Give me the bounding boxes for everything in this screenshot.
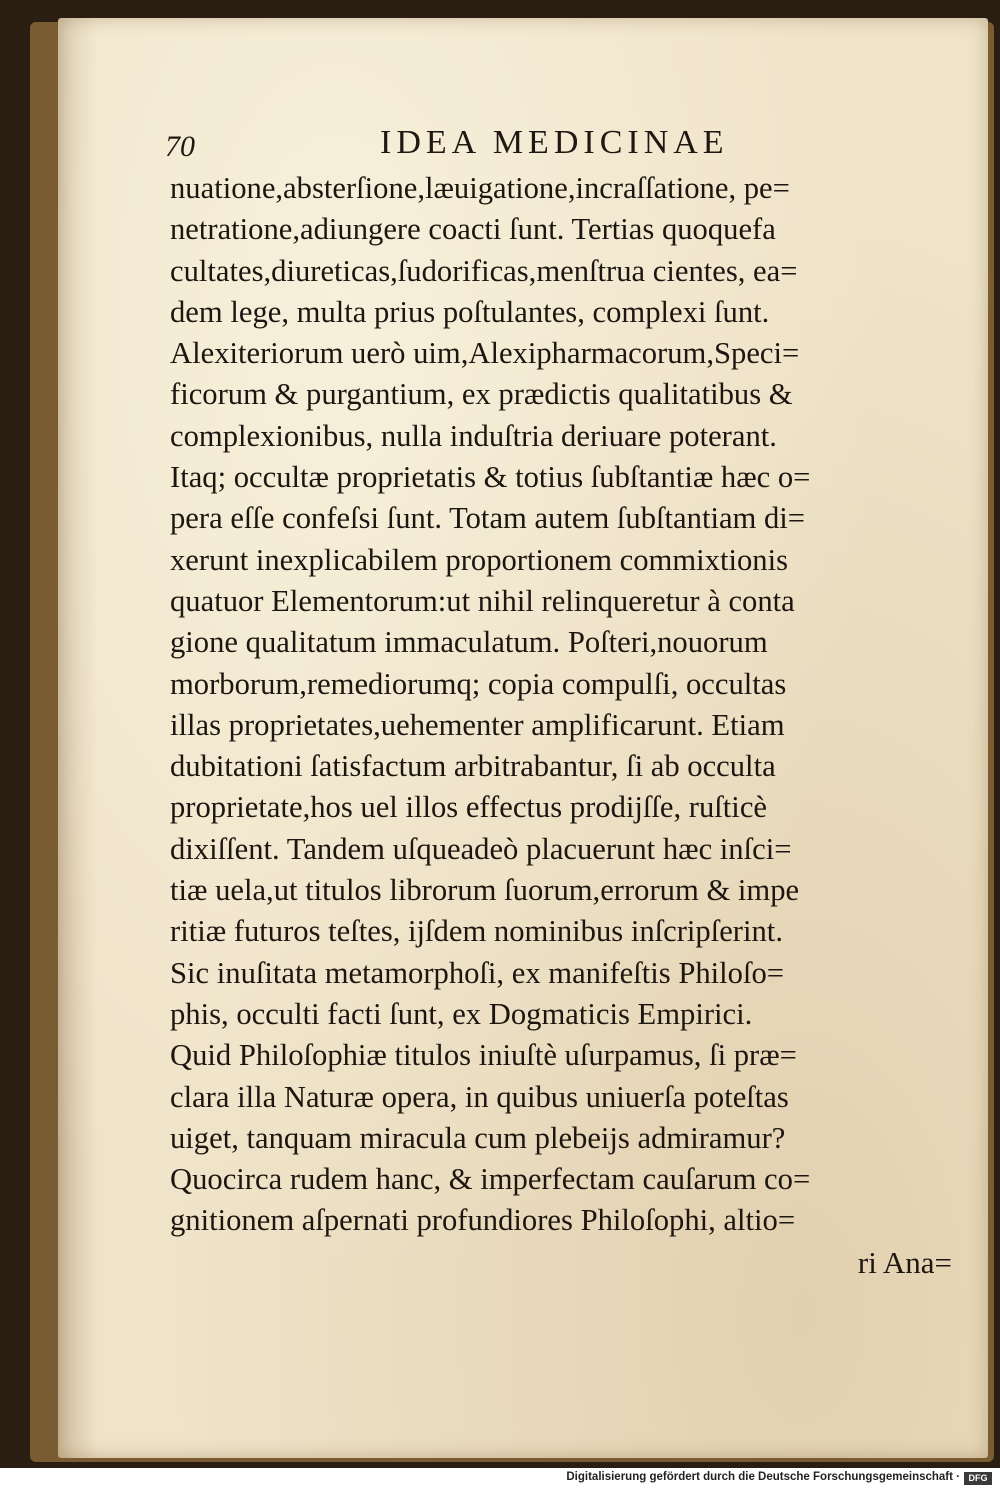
text-line: quatuor Elementorum:ut nihil relinqueretur à conta [170, 583, 795, 618]
text-line: dixiſſent. Tandem uſqueadeò placuerunt hæc inſci= [170, 831, 792, 866]
text-line: cultates,diureticas,ſudorificas,menſtrua cientes, ea= [170, 253, 798, 288]
text-line: netratione,adiungere coacti ſunt. Tertias quoquefa [170, 212, 776, 247]
catchword: ri Ana= [857, 1244, 952, 1280]
text-line: gnitionem aſpernati profundiores Philoſophi, altio= [170, 1203, 796, 1238]
text-line: xerunt inexplicabilem proportionem commixtionis [170, 542, 789, 577]
page-number: 70 [165, 130, 195, 163]
text-line: Itaq; occultæ proprietatis & totius ſubſtantiæ hæc o= [170, 460, 811, 495]
text-line: tiæ uela,ut titulos librorum ſuorum,errorum & impe [170, 873, 800, 908]
text-line: clara illa Naturæ opera, in quibus uniuerſa poteſtas [170, 1079, 789, 1114]
header-title: IDEA MEDICINAE [380, 124, 729, 161]
text-line: Quid Philoſophiæ titulos iniuſtè uſurpamus, ſi præ= [170, 1038, 797, 1073]
text-line: Alexiteriorum uerò uim,Alexipharmacorum,Speci= [170, 336, 800, 371]
text-line: Sic inuſitata metamorphoſi, ex manifeſtis Philoſo= [170, 955, 785, 990]
footer-bar [0, 1468, 1000, 1490]
text-line: pera eſſe confeſsi ſunt. Totam autem ſubſtantiam di= [170, 501, 806, 536]
text-line: illas proprietates,uehementer amplificarunt. Etiam [170, 707, 785, 742]
funding-credit: Digitalisierung gefördert durch die Deutsche Forschungsgemeinschaft · [566, 1471, 960, 1483]
body-text [170, 168, 970, 1283]
text-line: phis, occulti facti ſunt, ex Dogmaticis Empirici. [170, 996, 753, 1031]
text-line: ritiæ futuros teſtes, ijſdem nominibus inſcripſerint. [170, 914, 783, 949]
text-line: nuatione,absterſione,læuigatione,incraſſatione, pe= [170, 171, 790, 205]
text-line: gione qualitatum immaculatum. Poſteri,nouorum [170, 625, 768, 660]
text-line: dubitationi ſatisfactum arbitrabantur, ſi ab occulta [170, 749, 776, 784]
text-line: morborum,remediorumq; copia compulſi, occultas [170, 666, 787, 701]
text-line: Quocirca rudem hanc, & imperfectam cauſarum co= [170, 1162, 811, 1197]
text-line: proprietate,hos uel illos effectus prodijſſe, ruſticè [170, 790, 767, 825]
dfg-logo: DFG [964, 1472, 992, 1485]
text-line: uiget, tanquam miracula cum plebeijs admiramur? [170, 1120, 786, 1155]
text-line: dem lege, multa prius poſtulantes, complexi ſunt. [170, 294, 770, 329]
running-head [165, 124, 965, 168]
text-line: ficorum & purgantium, ex prædictis qualitatibus & [170, 377, 793, 412]
text-line: complexionibus, nulla induſtria deriuare poterant. [170, 418, 777, 453]
